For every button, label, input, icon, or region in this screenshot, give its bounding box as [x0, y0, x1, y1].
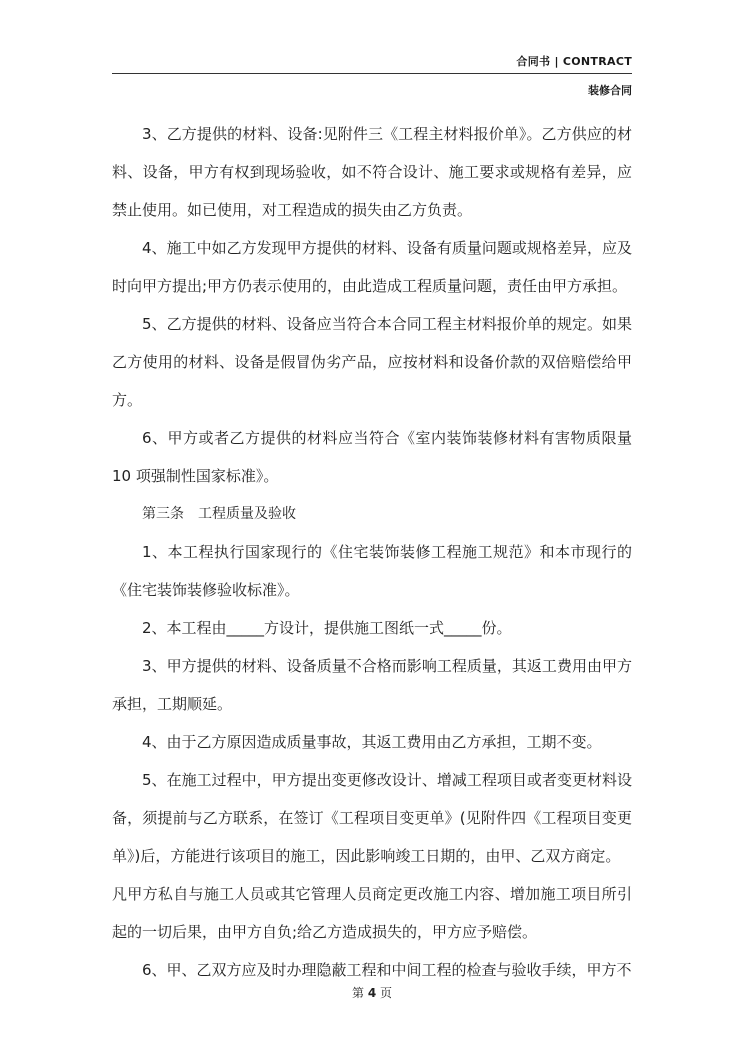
page-number-suffix: 页 — [380, 986, 393, 1000]
document-body — [112, 115, 632, 989]
header-subtitle: 装修合同 — [588, 84, 632, 97]
clause-paragraph: 3、乙方提供的材料、设备:见附件三《工程主材料报价单》。乙方供应的材料、设备，甲方有权到现场验收，如不符合设计、施工要求或规格有差异，应禁止使用。如已使用，对工程造成的损失由乙方负责。 — [112, 125, 632, 219]
header-title: 合同书 | CONTRACT — [516, 55, 632, 68]
clause-paragraph: 2、本工程由_____方设计，提供施工图纸一式_____份。 — [142, 619, 512, 637]
section-heading: 第三条 工程质量及验收 — [142, 506, 296, 522]
clause-paragraph: 4、施工中如乙方发现甲方提供的材料、设备有质量问题或规格差异，应及时向甲方提出;甲方仍表示使用的，由此造成工程质量问题，责任由甲方承担。 — [112, 239, 632, 295]
page-number: 4 — [367, 986, 377, 1000]
clause-paragraph: 5、乙方提供的材料、设备应当符合本合同工程主材料报价单的规定。如果乙方使用的材料、设备是假冒伪劣产品，应按材料和设备价款的双倍赔偿给甲方。 — [112, 315, 632, 409]
clause-paragraph: 凡甲方私自与施工人员或其它管理人员商定更改施工内容、增加施工项目所引起的一切后果，由甲方自负;给乙方造成损失的，甲方应予赔偿。 — [112, 885, 632, 941]
clause-paragraph: 1、本工程执行国家现行的《住宅装饰装修工程施工规范》和本市现行的《住宅装饰装修验收标准》。 — [112, 543, 632, 599]
page-header — [112, 0, 632, 100]
page-number-prefix: 第 — [351, 986, 364, 1000]
clause-paragraph: 6、甲方或者乙方提供的材料应当符合《室内装饰装修材料有害物质限量 10 项强制性国家标准》。 — [112, 429, 632, 485]
header-divider — [112, 73, 632, 74]
clause-paragraph: 5、在施工过程中，甲方提出变更修改设计、增减工程项目或者变更材料设备，须提前与乙方联系，在签订《工程项目变更单》(见附件四《工程项目变更单》)后，方能进行该项目的施工，因此影响竣工日期的，由甲、乙双方商定。 — [112, 771, 632, 865]
clause-paragraph: 3、甲方提供的材料、设备质量不合格而影响工程质量，其返工费用由甲方承担，工期顺延。 — [112, 657, 632, 713]
clause-paragraph: 4、由于乙方原因造成质量事故，其返工费用由乙方承担，工期不变。 — [142, 733, 602, 751]
clause-paragraph: 6、甲、乙双方应及时办理隐蔽工程和中间工程的检查与验收手续，甲方不 — [142, 961, 632, 979]
page-footer — [0, 984, 744, 1001]
